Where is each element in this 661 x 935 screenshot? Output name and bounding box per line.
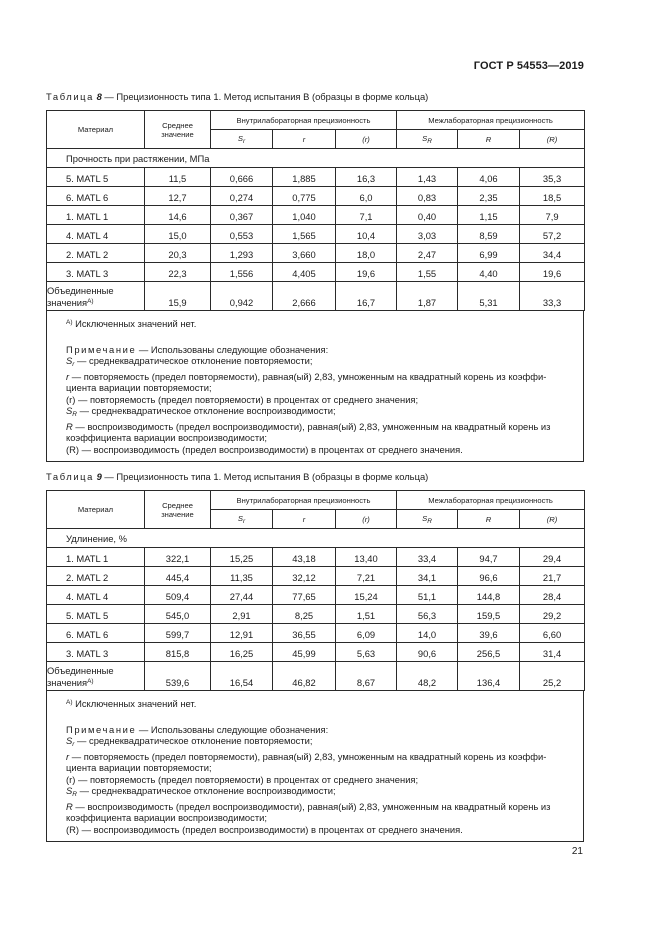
- R-percent-cell: 19,6: [520, 263, 585, 282]
- r-header: r: [273, 130, 336, 149]
- sR-cell: 14,0: [397, 624, 458, 643]
- sr-cell: 0,666: [211, 168, 273, 187]
- material-cell: 5. MATL 5: [47, 168, 145, 187]
- R-header: R: [458, 510, 520, 529]
- r-cell: 1,040: [273, 206, 336, 225]
- r-cell: 36,55: [273, 624, 336, 643]
- sR-summary-cell: 1,87: [397, 282, 458, 311]
- band-label: Прочность при растяжении, МПа: [47, 149, 585, 168]
- R-percent-cell: 29,2: [520, 605, 585, 624]
- sR-cell: 2,47: [397, 244, 458, 263]
- note-line: $S_R$ — среднеквадратическое отклонение воспроизводимости;: [66, 785, 336, 798]
- note-line: (r) — повторяемость (предел повторяемости) в процентах от среднего значения;: [66, 393, 419, 405]
- sr-cell: 2,91: [211, 605, 273, 624]
- material-cell: 1. MATL 1: [47, 548, 145, 567]
- sr-cell: 1,556: [211, 263, 273, 282]
- R-cell: 4,06: [458, 168, 520, 187]
- R-percent-cell: 34,4: [520, 244, 585, 263]
- note-line: (R) — воспроизводимость (предел воспроизводимости) в процентах от среднего значения.: [66, 823, 463, 835]
- r-percent-summary-cell: 8,67: [336, 662, 397, 691]
- sR-cell: 0,40: [397, 206, 458, 225]
- table-row: [47, 605, 585, 624]
- sr-cell: 1,293: [211, 244, 273, 263]
- sr-cell: 15,25: [211, 548, 273, 567]
- summary-label: Объединенные значения$^{А)}$: [47, 662, 145, 691]
- r-percent-header: (r): [336, 130, 397, 149]
- R-cell: 4,40: [458, 263, 520, 282]
- note-line: r — повторяемость (предел повторяемости), равная(ый) 2,83, умноженным на квадратный корень из коэффи-: [66, 750, 547, 762]
- R-percent-cell: 57,2: [520, 225, 585, 244]
- r-percent-cell: 18,0: [336, 244, 397, 263]
- r-summary-cell: 2,666: [273, 282, 336, 311]
- mean-summary-cell: 15,9: [145, 282, 211, 311]
- table-row: [47, 244, 585, 263]
- sr-cell: 0,274: [211, 187, 273, 206]
- mean-header: Среднее значение: [145, 491, 211, 529]
- inter-lab-header: Межлабораторная прецизионность: [397, 491, 585, 510]
- R-cell: 2,35: [458, 187, 520, 206]
- table-8-section: [46, 91, 584, 462]
- sr-summary-cell: 16,54: [211, 662, 273, 691]
- note-line: циента вариации повторяемости;: [66, 382, 212, 393]
- R-percent-cell: 6,60: [520, 624, 585, 643]
- R-percent-cell: 31,4: [520, 643, 585, 662]
- note-line: циента вариации повторяемости;: [66, 762, 212, 773]
- R-percent-cell: 18,5: [520, 187, 585, 206]
- sr-cell: 0,367: [211, 206, 273, 225]
- table-row: [47, 206, 585, 225]
- note-line: (R) — воспроизводимость (предел воспроизводимости) в процентах от среднего значения.: [66, 443, 463, 455]
- material-cell: 3. MATL 3: [47, 263, 145, 282]
- note-line: R — воспроизводимость (предел воспроизводимости), равная(ый) 2,83, умноженным на квадратный корень из: [66, 800, 551, 812]
- note-line: R — воспроизводимость (предел воспроизводимости), равная(ый) 2,83, умноженным на квадратный корень из: [66, 420, 551, 432]
- r-cell: 1,565: [273, 225, 336, 244]
- R-summary-cell: 136,4: [458, 662, 520, 691]
- sr-summary-cell: 0,942: [211, 282, 273, 311]
- mean-header: Среднее значение: [145, 111, 211, 149]
- r-percent-cell: 1,51: [336, 605, 397, 624]
- sR-cell: 0,83: [397, 187, 458, 206]
- r-cell: 0,775: [273, 187, 336, 206]
- notes-block: [46, 311, 584, 462]
- mean-cell: 815,8: [145, 643, 211, 662]
- r-percent-cell: 13,40: [336, 548, 397, 567]
- sr-cell: 0,553: [211, 225, 273, 244]
- material-cell: 5. MATL 5: [47, 605, 145, 624]
- header-row: [47, 491, 585, 510]
- R-percent-header: (R): [520, 130, 585, 149]
- caption-label: Таблица: [46, 471, 94, 482]
- r-summary-cell: 46,82: [273, 662, 336, 691]
- mean-cell: 599,7: [145, 624, 211, 643]
- mean-cell: 20,3: [145, 244, 211, 263]
- R-header: R: [458, 130, 520, 149]
- mean-summary-cell: 539,6: [145, 662, 211, 691]
- material-cell: 1. MATL 1: [47, 206, 145, 225]
- note-line: $S_r$ — среднеквадратическое отклонение повторяемости;: [66, 735, 313, 748]
- r-cell: 4,405: [273, 263, 336, 282]
- material-cell: 2. MATL 2: [47, 244, 145, 263]
- summary-row: [47, 282, 585, 311]
- R-cell: 94,7: [458, 548, 520, 567]
- sr-cell: 11,35: [211, 567, 273, 586]
- r-cell: 1,885: [273, 168, 336, 187]
- footnote: $^{А)}$ Исключенных значений нет.: [66, 318, 197, 329]
- r-cell: 77,65: [273, 586, 336, 605]
- R-cell: 96,6: [458, 567, 520, 586]
- sr-cell: 16,25: [211, 643, 273, 662]
- summary-label: Объединенные значения$^{А)}$: [47, 282, 145, 311]
- R-cell: 8,59: [458, 225, 520, 244]
- summary-row: [47, 662, 585, 691]
- sR-cell: 3,03: [397, 225, 458, 244]
- note-line: коэффициента вариации воспроизводимости;: [66, 812, 267, 823]
- sR-cell: 56,3: [397, 605, 458, 624]
- mean-cell: 15,0: [145, 225, 211, 244]
- caption-title: — Прецизионность типа 1. Метод испытания В (образцы в форме кольца): [101, 471, 429, 482]
- material-cell: 3. MATL 3: [47, 643, 145, 662]
- r-cell: 43,18: [273, 548, 336, 567]
- sR-header: $S_R$: [397, 510, 458, 529]
- mean-cell: 14,6: [145, 206, 211, 225]
- r-percent-summary-cell: 16,7: [336, 282, 397, 311]
- note-line: (r) — повторяемость (предел повторяемости) в процентах от среднего значения;: [66, 773, 419, 785]
- caption-number: 9: [96, 471, 102, 482]
- caption-label: Таблица: [46, 91, 94, 102]
- band-row: [47, 149, 585, 168]
- mean-cell: 12,7: [145, 187, 211, 206]
- R-cell: 159,5: [458, 605, 520, 624]
- r-percent-cell: 6,09: [336, 624, 397, 643]
- r-percent-cell: 7,1: [336, 206, 397, 225]
- table-row: [47, 225, 585, 244]
- note-title: Примечание — Использованы следующие обозначения:: [66, 723, 329, 735]
- note-line: $S_r$ — среднеквадратическое отклонение повторяемости;: [66, 355, 313, 368]
- r-percent-cell: 16,3: [336, 168, 397, 187]
- R-summary-cell: 5,31: [458, 282, 520, 311]
- sR-cell: 33,4: [397, 548, 458, 567]
- page-number: 21: [571, 846, 583, 857]
- r-percent-cell: 6,0: [336, 187, 397, 206]
- mean-cell: 11,5: [145, 168, 211, 187]
- note-line: $S_R$ — среднеквадратическое отклонение воспроизводимости;: [66, 405, 336, 418]
- mean-cell: 545,0: [145, 605, 211, 624]
- table-row: [47, 548, 585, 567]
- note-line: коэффициента вариации воспроизводимости;: [66, 432, 267, 443]
- mean-cell: 22,3: [145, 263, 211, 282]
- r-percent-cell: 5,63: [336, 643, 397, 662]
- R-cell: 1,15: [458, 206, 520, 225]
- table-row: [47, 567, 585, 586]
- sR-summary-cell: 48,2: [397, 662, 458, 691]
- band-label: Удлинение, %: [47, 529, 585, 548]
- note-title: Примечание — Использованы следующие обозначения:: [66, 343, 329, 355]
- R-cell: 39,6: [458, 624, 520, 643]
- table-row: [47, 624, 585, 643]
- r-cell: 8,25: [273, 605, 336, 624]
- sR-header: $S_R$: [397, 130, 458, 149]
- sR-cell: 34,1: [397, 567, 458, 586]
- table-row: [47, 643, 585, 662]
- R-percent-cell: 29,4: [520, 548, 585, 567]
- R-percent-cell: 21,7: [520, 567, 585, 586]
- R-percent-summary-cell: 25,2: [520, 662, 585, 691]
- table-9-section: [46, 471, 584, 842]
- r-header: r: [273, 510, 336, 529]
- sR-cell: 90,6: [397, 643, 458, 662]
- r-cell: 45,99: [273, 643, 336, 662]
- R-percent-header: (R): [520, 510, 585, 529]
- material-cell: 4. MATL 4: [47, 225, 145, 244]
- R-cell: 6,99: [458, 244, 520, 263]
- caption-title: — Прецизионность типа 1. Метод испытания В (образцы в форме кольца): [101, 91, 429, 102]
- mean-cell: 322,1: [145, 548, 211, 567]
- mean-cell: 509,4: [145, 586, 211, 605]
- table-caption: [46, 91, 584, 103]
- notes-block: [46, 691, 584, 842]
- material-header: Материал: [47, 111, 145, 149]
- r-cell: 32,12: [273, 567, 336, 586]
- r-cell: 3,660: [273, 244, 336, 263]
- sR-cell: 51,1: [397, 586, 458, 605]
- header-row: [47, 111, 585, 130]
- r-percent-cell: 10,4: [336, 225, 397, 244]
- document-id: ГОСТ Р 54553—2019: [473, 60, 584, 72]
- R-cell: 144,8: [458, 586, 520, 605]
- caption-number: 8: [96, 91, 102, 102]
- footnote: $^{А)}$ Исключенных значений нет.: [66, 698, 197, 709]
- r-percent-header: (r): [336, 510, 397, 529]
- material-cell: 6. MATL 6: [47, 187, 145, 206]
- note-lines: [66, 355, 576, 455]
- material-cell: 2. MATL 2: [47, 567, 145, 586]
- table-row: [47, 263, 585, 282]
- R-percent-cell: 7,9: [520, 206, 585, 225]
- r-percent-cell: 15,24: [336, 586, 397, 605]
- R-percent-summary-cell: 33,3: [520, 282, 585, 311]
- R-cell: 256,5: [458, 643, 520, 662]
- intra-lab-header: Внутрилабораторная прецизионность: [211, 111, 397, 130]
- inter-lab-header: Межлабораторная прецизионность: [397, 111, 585, 130]
- note-lines: [66, 735, 576, 835]
- r-percent-cell: 19,6: [336, 263, 397, 282]
- sR-cell: 1,55: [397, 263, 458, 282]
- precision-table: [46, 110, 585, 311]
- material-cell: 4. MATL 4: [47, 586, 145, 605]
- intra-lab-header: Внутрилабораторная прецизионность: [211, 491, 397, 510]
- sr-header: $S_r$: [211, 130, 273, 149]
- R-percent-cell: 35,3: [520, 168, 585, 187]
- material-cell: 6. MATL 6: [47, 624, 145, 643]
- material-header: Материал: [47, 491, 145, 529]
- table-row: [47, 168, 585, 187]
- r-percent-cell: 7,21: [336, 567, 397, 586]
- sR-cell: 1,43: [397, 168, 458, 187]
- sr-header: $S_r$: [211, 510, 273, 529]
- table-row: [47, 187, 585, 206]
- sr-cell: 12,91: [211, 624, 273, 643]
- precision-table: [46, 490, 585, 691]
- note-line: r — повторяемость (предел повторяемости), равная(ый) 2,83, умноженным на квадратный корень из коэффи-: [66, 370, 547, 382]
- table-caption: [46, 471, 584, 483]
- band-row: [47, 529, 585, 548]
- table-row: [47, 586, 585, 605]
- mean-cell: 445,4: [145, 567, 211, 586]
- R-percent-cell: 28,4: [520, 586, 585, 605]
- sr-cell: 27,44: [211, 586, 273, 605]
